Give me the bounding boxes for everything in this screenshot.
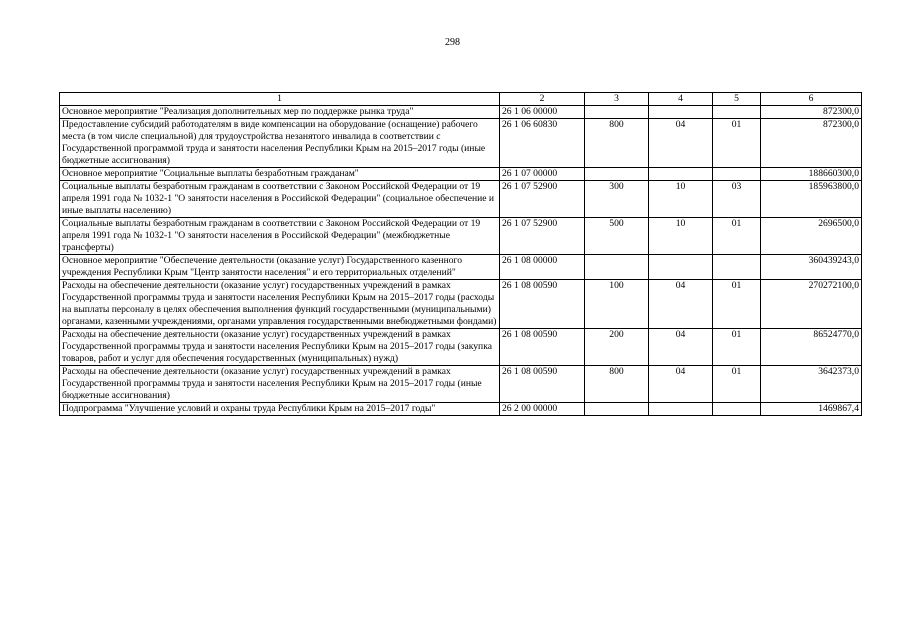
row-sum: 270272100,0 bbox=[761, 280, 862, 329]
column-header: 4 bbox=[649, 93, 713, 106]
table-row bbox=[60, 181, 862, 218]
row-sum: 3642373,0 bbox=[761, 366, 862, 403]
row-csr-code: 26 1 08 00590 bbox=[500, 366, 585, 403]
row-vr-code: 500 bbox=[585, 218, 649, 255]
column-header: 3 bbox=[585, 93, 649, 106]
row-sum: 86524770,0 bbox=[761, 329, 862, 366]
row-name: Расходы на обеспечение деятельности (оказание услуг) государственных учреждений в рамках Государственной программы труда и занятости населения Республики Крым на 2015–2017 годы (расходы на выплаты персоналу в целях обеспечения выполнения функций государственными (муниципальными) органами, казенными учреждениями, органами управления государственными внебюджетными фондами) bbox=[60, 280, 500, 329]
row-name: Предоставление субсидий работодателям в виде компенсации на оборудование (оснащение) рабочего места (в том числе специальной) для трудоустройства незанятого инвалида в соответствии с Государственной программой труда и занятости населения Республики Крым на 2015–2017 годы (иные бюджетные ассигнования) bbox=[60, 119, 500, 168]
row-name: Социальные выплаты безработным гражданам в соответствии с Законом Российской Федерации от 19 апреля 1991 года № 1032-1 "О занятости населения в Российской Федерации" (межбюджетные трансферты) bbox=[60, 218, 500, 255]
row-pr-code bbox=[713, 403, 761, 416]
row-rz-code: 04 bbox=[649, 280, 713, 329]
row-pr-code bbox=[713, 168, 761, 181]
budget-table bbox=[59, 92, 862, 416]
row-pr-code: 01 bbox=[713, 280, 761, 329]
row-rz-code: 04 bbox=[649, 119, 713, 168]
table-header-row bbox=[60, 93, 862, 106]
row-csr-code: 26 2 00 00000 bbox=[500, 403, 585, 416]
row-name: Основное мероприятие "Социальные выплаты безработным гражданам" bbox=[60, 168, 500, 181]
row-sum: 872300,0 bbox=[761, 119, 862, 168]
row-sum: 872300,0 bbox=[761, 106, 862, 119]
row-vr-code bbox=[585, 106, 649, 119]
table-row bbox=[60, 106, 862, 119]
row-pr-code: 01 bbox=[713, 366, 761, 403]
row-name: Подпрограмма "Улучшение условий и охраны труда Республики Крым на 2015–2017 годы" bbox=[60, 403, 500, 416]
column-header: 2 bbox=[500, 93, 585, 106]
table-row bbox=[60, 403, 862, 416]
row-rz-code bbox=[649, 255, 713, 280]
column-header: 1 bbox=[60, 93, 500, 106]
page-number: 298 bbox=[445, 37, 460, 48]
row-rz-code: 10 bbox=[649, 218, 713, 255]
row-csr-code: 26 1 06 60830 bbox=[500, 119, 585, 168]
row-rz-code bbox=[649, 168, 713, 181]
row-name: Расходы на обеспечение деятельности (оказание услуг) государственных учреждений в рамках Государственной программы труда и занятости населения Республики Крым на 2015–2017 годы (иные бюджетные ассигнования) bbox=[60, 366, 500, 403]
row-csr-code: 26 1 06 00000 bbox=[500, 106, 585, 119]
row-rz-code: 04 bbox=[649, 366, 713, 403]
row-name: Основное мероприятие "Обеспечение деятельности (оказание услуг) Государственного казенного учреждения Республики Крым "Центр занятости населения" и его территориальных отделений" bbox=[60, 255, 500, 280]
row-sum: 1469867,4 bbox=[761, 403, 862, 416]
row-pr-code: 01 bbox=[713, 329, 761, 366]
table-row bbox=[60, 255, 862, 280]
row-vr-code bbox=[585, 168, 649, 181]
table-row bbox=[60, 218, 862, 255]
table-row bbox=[60, 280, 862, 329]
row-sum: 360439243,0 bbox=[761, 255, 862, 280]
row-pr-code: 01 bbox=[713, 119, 761, 168]
row-rz-code bbox=[649, 403, 713, 416]
row-csr-code: 26 1 07 00000 bbox=[500, 168, 585, 181]
row-name: Социальные выплаты безработным гражданам в соответствии с Законом Российской Федерации от 19 апреля 1991 года № 1032-1 "О занятости населения в Российской Федерации" (социальное обеспечение и иные выплаты населению) bbox=[60, 181, 500, 218]
row-csr-code: 26 1 08 00590 bbox=[500, 329, 585, 366]
table-row bbox=[60, 119, 862, 168]
row-name: Расходы на обеспечение деятельности (оказание услуг) государственных учреждений в рамках Государственной программы труда и занятости населения Республики Крым на 2015–2017 годы (закупка товаров, работ и услуг для обеспечения государственных (муниципальных) нужд) bbox=[60, 329, 500, 366]
row-vr-code bbox=[585, 403, 649, 416]
row-csr-code: 26 1 08 00000 bbox=[500, 255, 585, 280]
row-rz-code: 10 bbox=[649, 181, 713, 218]
row-csr-code: 26 1 07 52900 bbox=[500, 181, 585, 218]
row-rz-code bbox=[649, 106, 713, 119]
table-row bbox=[60, 168, 862, 181]
row-vr-code: 300 bbox=[585, 181, 649, 218]
table-row bbox=[60, 329, 862, 366]
table-row bbox=[60, 366, 862, 403]
column-header: 5 bbox=[713, 93, 761, 106]
row-csr-code: 26 1 08 00590 bbox=[500, 280, 585, 329]
row-vr-code: 100 bbox=[585, 280, 649, 329]
row-vr-code: 800 bbox=[585, 366, 649, 403]
row-csr-code: 26 1 07 52900 bbox=[500, 218, 585, 255]
row-pr-code: 01 bbox=[713, 218, 761, 255]
row-rz-code: 04 bbox=[649, 329, 713, 366]
row-vr-code: 800 bbox=[585, 119, 649, 168]
row-sum: 188660300,0 bbox=[761, 168, 862, 181]
column-header: 6 bbox=[761, 93, 862, 106]
row-sum: 185963800,0 bbox=[761, 181, 862, 218]
row-vr-code: 200 bbox=[585, 329, 649, 366]
row-sum: 2696500,0 bbox=[761, 218, 862, 255]
row-pr-code bbox=[713, 255, 761, 280]
row-name: Основное мероприятие "Реализация дополнительных мер по поддержке рынка труда" bbox=[60, 106, 500, 119]
row-pr-code bbox=[713, 106, 761, 119]
row-pr-code: 03 bbox=[713, 181, 761, 218]
row-vr-code bbox=[585, 255, 649, 280]
